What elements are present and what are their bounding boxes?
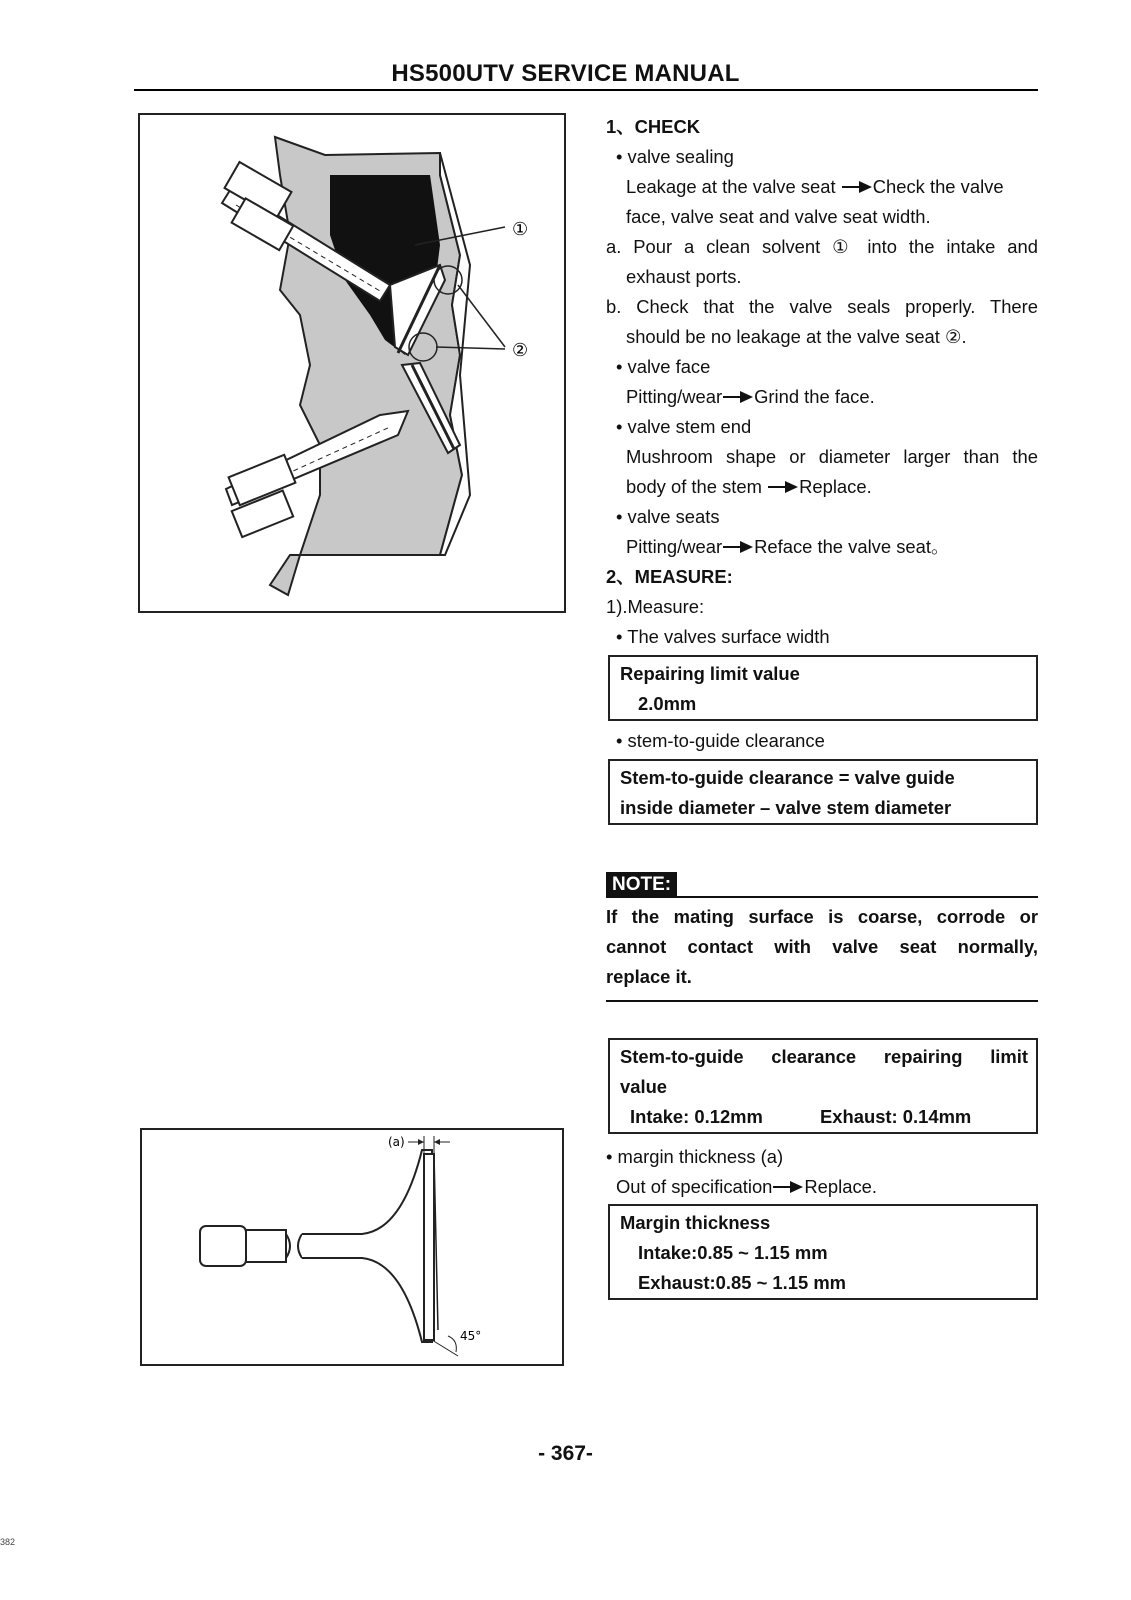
valve-seats-action: Pitting/wear Reface the valve seat。: [626, 536, 950, 557]
clearance-limit-box: [608, 1038, 1038, 1134]
note-rule: [606, 896, 1038, 898]
margin-bullet: • margin thickness (a): [606, 1146, 784, 1167]
clearance-formula-box: [608, 759, 1038, 825]
step-a-line2: exhaust ports.: [626, 266, 742, 287]
valve-stem-end-action: body of the stem Replace.: [626, 476, 872, 497]
clearance-limit-intake: Intake: 0.12mm: [630, 1106, 763, 1127]
valve-face-action: Pitting/wear Grind the face.: [626, 386, 875, 407]
step-b-line1: b. Check that the valve seals properly. There: [606, 296, 1038, 317]
note-end-rule: [606, 1000, 1038, 1002]
margin-thickness-title: Margin thickness: [620, 1212, 771, 1233]
margin-thickness-exhaust: Exhaust:0.85 ~ 1.15 mm: [638, 1272, 847, 1293]
arrow-icon: [841, 180, 873, 194]
clearance-limit-line1: Stem-to-guide clearance repairing limit: [620, 1046, 1028, 1067]
valve-seat-diagram: [140, 115, 564, 611]
valve-face-bullet: • valve face: [616, 356, 711, 377]
arrow-icon: [767, 480, 799, 494]
arrow-icon: [772, 1180, 804, 1194]
page-number: - 367-: [538, 1442, 593, 1465]
valve-seat-figure: [138, 113, 566, 613]
header-rule: [134, 89, 1038, 91]
note-line2: cannot contact with valve seat normally,: [606, 936, 1038, 957]
valve-margin-figure: [140, 1128, 564, 1366]
note-line3: replace it.: [606, 966, 692, 987]
margin-thickness-box: [608, 1204, 1038, 1300]
valve-seats-bullet: • valve seats: [616, 506, 720, 527]
note-line1: If the mating surface is coarse, corrode or: [606, 906, 1038, 927]
check-heading: 1、CHECK: [606, 116, 701, 137]
valve-sealing-bullet: • valve sealing: [616, 146, 734, 167]
callout-2-label: ②: [512, 340, 529, 361]
valve-stem-end-bullet: • valve stem end: [616, 416, 752, 437]
clearance-bullet: • stem-to-guide clearance: [616, 730, 825, 751]
angle-label: 45°: [460, 1329, 482, 1343]
note-badge: NOTE:: [606, 872, 677, 898]
measure-sub: 1).Measure:: [606, 596, 705, 617]
clearance-formula-line1: Stem-to-guide clearance = valve guide: [620, 767, 955, 788]
valve-stem-end-line1: Mushroom shape or diameter larger than the: [626, 446, 1038, 467]
valve-margin-diagram: [142, 1130, 562, 1364]
clearance-formula-line2: inside diameter – valve stem diameter: [620, 797, 952, 818]
repairing-limit-box: [608, 655, 1038, 721]
valve-sealing-line1: Leakage at the valve seat Check the valve: [626, 176, 1004, 197]
arrow-icon: [722, 540, 754, 554]
page-title: HS500UTV SERVICE MANUAL: [391, 60, 740, 87]
margin-a-label: (a): [388, 1135, 405, 1149]
measure-heading: 2、MEASURE:: [606, 566, 733, 587]
clearance-limit-exhaust: Exhaust: 0.14mm: [820, 1106, 972, 1127]
repairing-limit-value: 2.0mm: [638, 693, 697, 714]
margin-thickness-intake: Intake:0.85 ~ 1.15 mm: [638, 1242, 828, 1263]
valve-sealing-line2: face, valve seat and valve seat width.: [626, 206, 931, 227]
corner-mark: 382: [0, 1537, 16, 1547]
callout-1-label: ①: [512, 219, 529, 240]
arrow-icon: [722, 390, 754, 404]
margin-action: Out of specification Replace.: [616, 1176, 877, 1197]
repairing-limit-title: Repairing limit value: [620, 663, 800, 684]
step-a-line1: a. Pour a clean solvent ① into the intake and: [606, 236, 1038, 257]
surface-width-bullet: • The valves surface width: [616, 626, 830, 647]
step-b-line2: should be no leakage at the valve seat ②.: [626, 326, 967, 347]
clearance-limit-line2: value: [620, 1076, 668, 1097]
